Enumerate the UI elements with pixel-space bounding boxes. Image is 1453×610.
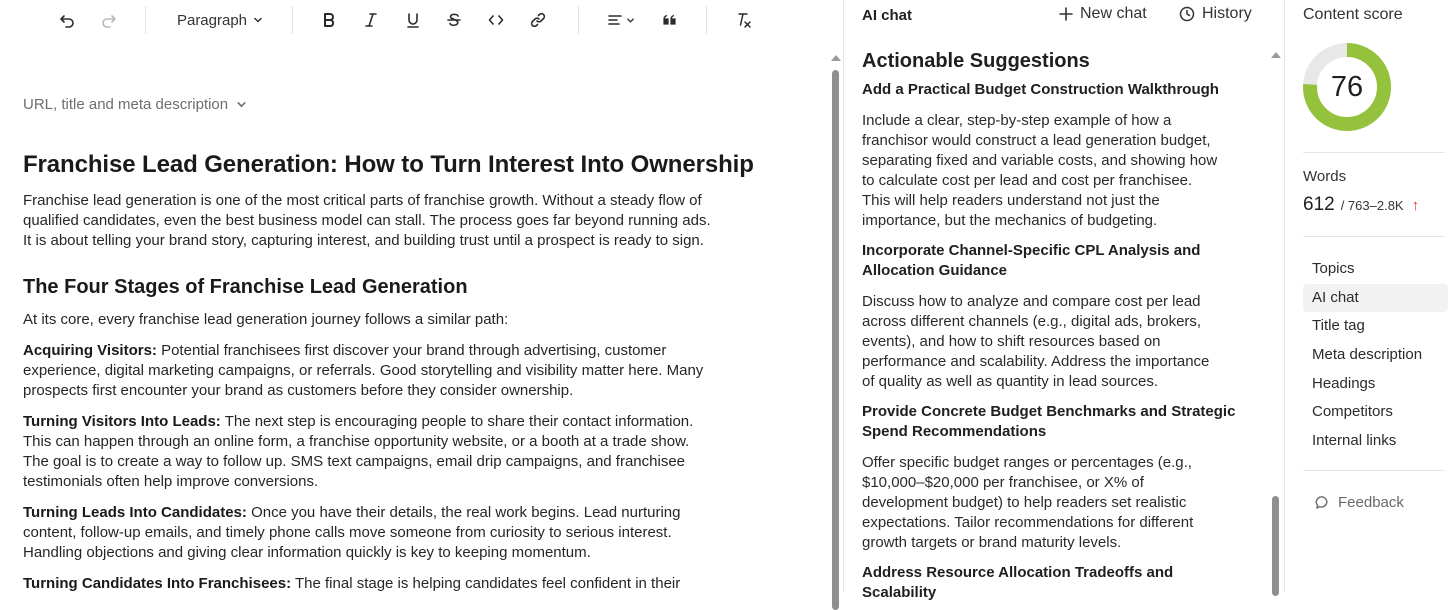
content-score-value: 76 [1330,70,1364,103]
align-left-icon [608,13,622,27]
suggestion-title [862,563,1254,603]
stage-label: Turning Leads Into Candidates: [23,504,247,521]
words-target-range: / 763–2.8K [1340,198,1404,213]
content-score-panel [1285,0,1453,592]
suggestion-line: franchisor would construct a lead generation budget, [862,132,1211,149]
stage-paragraph[interactable] [23,341,783,401]
undo-icon [59,12,75,28]
chat-title: AI chat [862,7,913,24]
strikethrough-icon [447,12,461,28]
link-icon [530,12,546,28]
suggestion-line: performance and scalability. Address the importance [862,353,1210,370]
suggestion-line: development budget) to help readers set realistic [862,494,1187,511]
suggestion-line: across different channels (e.g., digital ads, brokers, [862,313,1202,330]
suggestion-title-line: Scalability [862,584,937,601]
feedback-label: Feedback [1338,494,1404,511]
stage-text: The goal is to create a way to follow up. SMS text campaigns, email drip campaigns, and franchisee [23,453,685,470]
suggestion-line: to calculate cost per lead and cost per franchisee. [862,172,1193,189]
chevron-down-icon [236,99,247,110]
suggestion-title-line: Address Resource Allocation Tradeoffs and [862,564,1174,581]
nav-internal-links[interactable]: Internal links [1312,432,1397,450]
nav-headings[interactable]: Headings [1312,374,1376,392]
underline-icon [406,12,420,28]
suggestion-title [862,402,1254,442]
stage-text: content, follow-up emails, and timely phone calls move someone from curiosity to serious interest. [23,524,672,541]
suggestion-line: Offer specific budget ranges or percentages (e.g., [862,454,1192,471]
scrollbar-thumb[interactable] [832,70,839,610]
italic-button[interactable] [360,6,382,34]
formatting-toolbar [0,0,828,40]
suggestion-title [862,241,1254,281]
new-chat-button[interactable] [1059,5,1147,23]
document-body[interactable] [23,150,783,594]
suggestion-body [862,111,1254,231]
suggestion-line: This will help readers understand not just the [862,192,1160,209]
quote-icon [663,14,677,26]
bold-icon [322,12,336,28]
intro-paragraph[interactable] [23,191,783,251]
stage-text: The final stage is helping candidates feel confident in their [291,575,681,592]
editor-scrollbar[interactable] [830,50,842,592]
core-paragraph[interactable]: At its core, every franchise lead generation journey follows a similar path: [23,311,509,328]
suggestion-body [862,453,1254,553]
nav-ai-chat[interactable]: AI chat [1303,284,1448,313]
nav-competitors[interactable]: Competitors [1312,403,1393,421]
toolbar-divider [578,6,579,34]
section-heading[interactable]: The Four Stages of Franchise Lead Generation [23,276,468,298]
nav-topics[interactable]: Topics [1312,260,1355,277]
word-count [1303,194,1419,216]
code-icon [488,12,504,28]
chevron-down-icon [253,15,263,25]
clock-icon [1179,6,1195,22]
stage-text: Once you have their details, the real work begins. Lead nurturing [246,504,681,521]
intro-line: Franchise lead generation is one of the most critical parts of franchise growth. Without a steady flow of [23,192,702,209]
stage-label: Acquiring Visitors: [23,342,157,359]
link-button[interactable] [527,6,549,34]
feedback-button[interactable] [1315,494,1404,511]
chevron-down-icon [626,16,635,25]
redo-button[interactable] [98,6,120,34]
suggestion-line: $10,000–$20,000 per franchisee, or X% of [862,474,1144,491]
history-label: History [1202,5,1252,22]
suggestion-title-line: Allocation Guidance [862,262,1008,279]
stage-paragraph[interactable] [23,574,783,594]
suggestion-body [862,292,1254,392]
nav-meta-description[interactable]: Meta description [1312,346,1423,364]
suggestion-title-line: Add a Practical Budget Construction Walkthrough [862,81,1219,98]
stage-text: Potential franchisees first discover your brand through advertising, customer [156,342,667,359]
history-button[interactable] [1179,5,1252,23]
words-count: 612 [1303,194,1335,215]
scroll-up-arrow[interactable] [1271,52,1281,58]
undo-button[interactable] [56,6,78,34]
suggestion-title-line: Provide Concrete Budget Benchmarks and Strategic [862,403,1236,420]
suggestion-line: importance, but the mechanics of budgeting. [862,212,1158,229]
article-title[interactable]: Franchise Lead Generation: How to Turn Interest Into Ownership [23,151,754,178]
toolbar-divider [145,6,146,34]
panel-divider [1303,236,1445,237]
stage-paragraph[interactable] [23,412,783,492]
suggestion-line: expectations. Tailor recommendations for different [862,514,1194,531]
intro-line: qualified candidates, even the best business model can stall. The process goes far beyond running ads. [23,212,711,229]
chat-header [862,5,1262,27]
scroll-up-arrow[interactable] [831,55,841,61]
blockquote-button[interactable] [660,6,680,34]
meta-description-toggle[interactable] [23,96,247,113]
clear-format-icon [736,12,752,28]
suggestion-title-line: Spend Recommendations [862,423,1047,440]
stage-text: Handling objections and giving clear information quickly is key to keeping momentum. [23,544,591,561]
meta-toggle-label: URL, title and meta description [23,96,229,113]
italic-icon [364,12,378,28]
arrow-up-icon: ↑ [1411,197,1420,214]
underline-button[interactable] [402,6,424,34]
side-nav [1303,255,1448,456]
stage-text: testimonials often help improve conversions. [23,473,319,490]
words-label: Words [1303,168,1347,185]
clear-formatting-button[interactable] [733,6,755,34]
suggestion-title [862,80,1254,100]
toolbar-divider [706,6,707,34]
suggestion-line: separating fixed and variable costs, and showing how [862,152,1218,169]
plus-icon [1059,7,1073,21]
toolbar-divider [292,6,293,34]
stage-label: Turning Candidates Into Franchisees: [23,575,292,592]
scrollbar-thumb[interactable] [1272,496,1279,596]
suggestion-line: events), and how to shift resources based on [862,333,1161,350]
new-chat-label: New chat [1080,5,1147,22]
suggestion-title-line: Incorporate Channel-Specific CPL Analysis and [862,242,1201,259]
align-select[interactable] [604,6,638,34]
content-score-label: Content score [1303,6,1403,23]
chat-scrollbar[interactable] [1270,50,1282,592]
bold-button[interactable] [318,6,340,34]
panel-divider [1303,470,1445,471]
stage-text: prospects first encounter your brand as customers before they consider ownership. [23,382,574,399]
stage-text: This can happen through an online form, a franchise opportunity website, or a booth at a trade show. [23,433,690,450]
suggestions-heading: Actionable Suggestions [862,50,1090,72]
code-button[interactable] [485,6,507,34]
chat-bubble-icon [1315,495,1330,510]
redo-icon [101,12,117,28]
stage-label: Turning Visitors Into Leads: [23,413,221,430]
panel-divider [1303,152,1445,153]
stage-text: experience, digital marketing campaigns, or referrals. Good storytelling and visibility matter here. Many [23,362,704,379]
intro-line: It is about telling your brand story, capturing interest, and building trust until a prospect is ready to sign. [23,232,704,249]
suggestion-line: of quality as well as quantity in lead sources. [862,373,1158,390]
block-type-label: Paragraph [176,11,248,29]
strikethrough-button[interactable] [443,6,465,34]
suggestion-line: Discuss how to analyze and compare cost per lead [862,293,1201,310]
suggestion-line: growth targets or brand maturity levels. [862,534,1122,551]
stage-paragraph[interactable] [23,503,783,563]
ai-chat-pane [844,0,1284,601]
suggestion-line: Include a clear, step-by-step example of how a [862,112,1172,129]
chat-message [862,48,1254,603]
stage-text: The next step is encouraging people to share their contact information. [220,413,694,430]
nav-title-tag[interactable]: Title tag [1312,317,1365,335]
block-type-select[interactable] [166,6,274,34]
